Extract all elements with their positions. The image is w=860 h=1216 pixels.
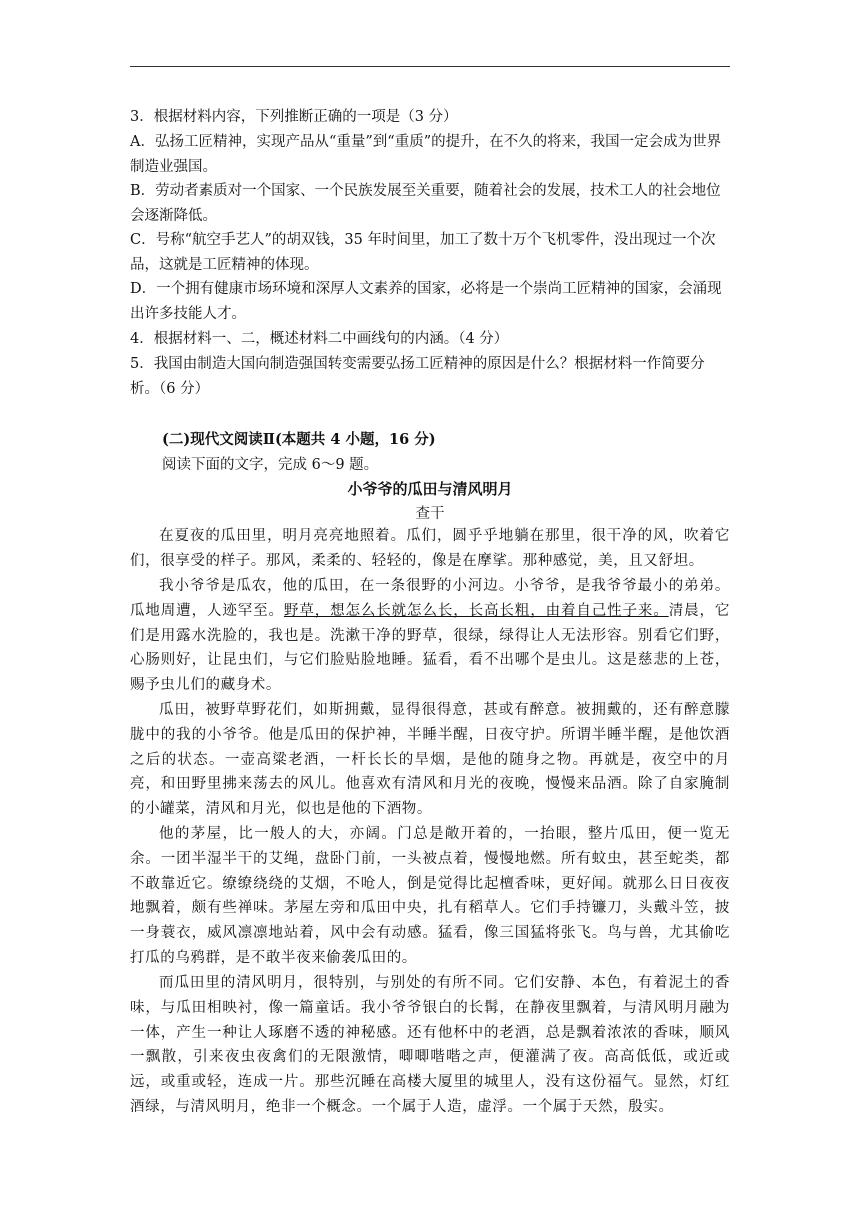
paragraph-2-text-b: 清晨，它们是用露水洗脸的，我也是。洗漱干净的野草，很绿，绿得让人无法形容。别看它们野，心肠则好，让昆虫们，与它们脸贴脸地睡。猛看，看不出哪个是虫儿。这是慈悲的上苍，赐予虫儿们的藏身术。 — [130, 602, 730, 694]
article-paragraph-2 — [130, 574, 730, 698]
question-5: 5．我国由制造大国向制造强国转变需要弘扬工匠精神的原因是什么？根据材料一作简要分析。（6 分） — [130, 356, 705, 397]
question-3-option-a: A．弘扬工匠精神，实现产品从“重量”到“重质”的提升，在不久的将来，我国一定会成为世界制造业强国。 — [130, 134, 722, 175]
section-instruction: 阅读下面的文字，完成 6～9 题。 — [162, 457, 379, 473]
article-paragraph-1: 在夏夜的瓜田里，明月亮亮地照着。瓜们，圆乎乎地躺在那里，很干净的风，吹着它们，很享受的样子。那风，柔柔的、轻轻的，像是在摩挲。那种感觉，美，且又舒坦。 — [130, 528, 730, 569]
article-author: 查干 — [415, 506, 445, 522]
question-3-option-b: B．劳动者素质对一个国家、一个民族发展至关重要，随着社会的发展，技术工人的社会地位会逐渐降低。 — [130, 183, 721, 224]
question-3-option-d: D．一个拥有健康市场环境和深厚人文素养的国家，必将是一个崇尚工匠精神的国家，会涌现出许多技能人才。 — [130, 281, 722, 322]
question-3-option-c: C．号称“航空手艺人”的胡双钱，35 年时间里，加工了数十万个飞机零件，没出现过一个次品，这就是工匠精神的体现。 — [130, 232, 716, 273]
question-3-stem: 3．根据材料内容，下列推断正确的一项是（3 分） — [130, 109, 458, 125]
article-paragraph-4: 他的茅屋，比一般人的大，亦阔。门总是敞开着的，一抬眼，整片瓜田，便一览无余。一团半湿半干的艾绳，盘卧门前，一头被点着，慢慢地燃。所有蚊虫，甚至蛇类，都不敢靠近它。缭缭绕绕的艾烟，不呛人，倒是觉得比起檀香味，更好闻。就那么日日夜夜地飘着，颇有些禅味。茅屋左旁和瓜田中央，扎有稻草人。它们手持镰刀，头戴斗笠，披一身蓑衣，威风凛凛地站着，风中会有动感。猛看，像三国猛将张飞。鸟与兽，尤其偷吃打瓜的乌鸦群，是不敢半夜来偷袭瓜田的。 — [130, 826, 730, 966]
header-rule — [130, 66, 730, 67]
paragraph-2-text-a: 我小爷爷是瓜农，他的瓜田，在一条很野的小河边。小爷爷，是我爷爷最小的弟弟。瓜地周遭，人迹罕至。 — [130, 578, 730, 619]
article-paragraph-5: 而瓜田里的清风明月，很特别，与别处的有所不同。它们安静、本色，有着泥土的香味，与瓜田相映衬，像一篇童话。我小爷爷银白的长髯，在静夜里飘着，与清风明月融为一体，产生一种让人琢磨不透的神秘感。还有他杯中的老酒，总是飘着浓浓的香味，顺风一飘散，引来夜虫夜禽们的无限激情，唧唧喈喈之声，便灌满了夜。高高低低，或近或远，或重或轻，连成一片。那些沉睡在高楼大厦里的城里人，没有这份福气。显然，灯红酒绿，与清风明月，绝非一个概念。一个属于人造，虚浮。一个属于天然，殷实。 — [130, 975, 730, 1115]
article-paragraph-3: 瓜田，被野草野花们，如斯拥戴，显得很得意，甚或有醉意。被拥戴的，还有醉意朦胧中的我的小爷爷。他是瓜田的保护神，半睡半醒，日夜守护。所谓半睡半醒，是他饮酒之后的状态。一壶高粱老酒，一杆长长的旱烟，是他的随身之物。再就是，夜空中的月亮，和田野里拂来荡去的风儿。他喜欢有清风和月光的夜晚，慢慢来品酒。除了自家腌制的小罐菜，清风和月光，似也是他的下酒物。 — [130, 702, 730, 818]
question-4: 4．根据材料一、二，概述材料二中画线句的内涵。（4 分） — [130, 331, 509, 347]
article-title: 小爷爷的瓜田与清风明月 — [347, 480, 513, 498]
underlined-sentence: 野草，想怎么长就怎么长，长高长粗，由着自己性子来。 — [283, 602, 669, 619]
section-title: (二)现代文阅读Ⅱ(本题共 4 小题，16 分) — [162, 431, 436, 448]
